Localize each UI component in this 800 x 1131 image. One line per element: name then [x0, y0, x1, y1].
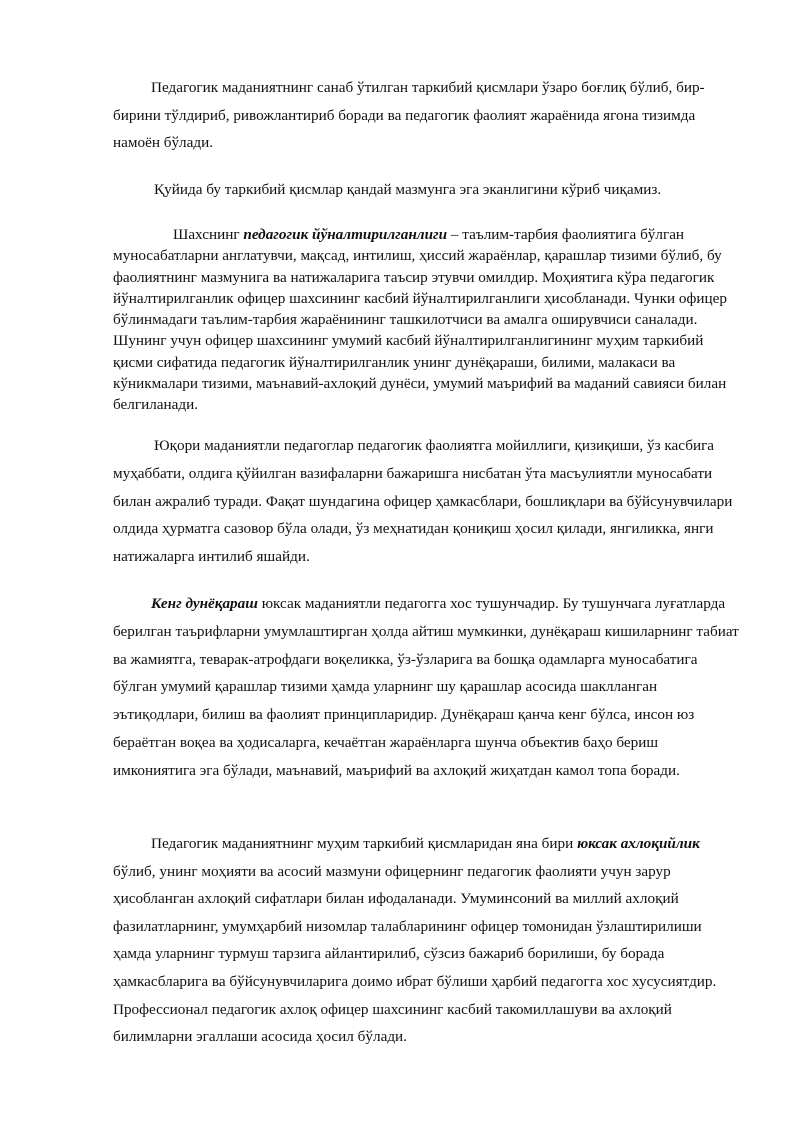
paragraph-text: Педагогик маданиятнинг санаб ўтилган таркибий қисмлари ўзаро боғлиқ бўлиб, бир-бирини тўлдириб, ривожлантириб боради ва педагогик фаолият жараёнида ягона тизимда намоён бўлади.	[113, 79, 705, 151]
paragraph-broad-worldview	[113, 590, 739, 785]
paragraph-lead: Педагогик маданиятнинг муҳим таркибий қисмларидан яна бири	[151, 835, 578, 852]
paragraph-components-interrelation	[113, 74, 739, 157]
paragraph-pedagogical-orientation	[113, 224, 739, 416]
paragraph-high-morality	[113, 830, 739, 1051]
paragraph-text: бўлиб, унинг моҳияти ва асосий мазмуни офицернинг педагогик фаолияти учун зарур ҳисобланган ахлоқий сифатлари билан ифодаланади. Умуминсоний ва миллий ахлоқий фазилатларнинг, умумҳарбий низомлар талабларининг офицер томонидан ўзлаштирилиши ҳамда уларнинг турмуш тарзига айлантирилиб, сўзсиз бажариб борилиши, бу борада ҳамкасбларига ва бўйсунувчиларига доимо ибрат бўлиши ҳарбий педагогга хос хусусиятдир. Профессионал педагогик ахлоқ офицер шахсининг касбий такомиллашуви ва ахлоқий билимларни эгаллаши асосида ҳосил бўлади.	[113, 862, 717, 1046]
term-broad-worldview: Кенг дунёқараш	[151, 595, 258, 612]
paragraph-text: Юқори маданиятли педагоглар педагогик фаолиятга мойиллиги, қизиқиши, ўз касбига муҳаббати, олдига қўйилган вазифаларни бажаришга нисбатан ўта масъулиятли муносабати билан ажралиб туради. Фақат шундагина офицер ҳамкасблари, бошлиқлари ва бўйсунувчилари олдида ҳурматга сазовор бўла олади, ўз меҳнатидан қониқиш ҳосил қилади, янгиликка, янги натижаларга интилиб яшайди.	[113, 437, 733, 566]
paragraph-text: юксак маданиятли педагогга хос тушунчадир. Бу тушунчага луғатларда берилган таърифларни умумлаштирган ҳолда айтиш мумкинки, дунёқараш кишиларнинг табиат ва жамиятга, теварак-атрофдаги воқеликка, ўз-ўзларига ва бошқа одамларга муносабатига бўлган умумий қарашлар тизими ҳамда уларнинг шу қарашлар асосида шаклланган эътиқодлари, билиш ва фаолият принципларидир. Дунёқараш қанча кенг бўлса, инсон юз бераётган воқеа ва ҳодисаларга, кечаётган жараёнларга шунча объектив баҳо бериш имкониятига эга бўлади, маънавий, маърифий ва ахлоқий жиҳатдан камол топа боради.	[113, 595, 739, 779]
paragraph-intro	[113, 176, 739, 204]
paragraph-text: – таълим-тарбия фаолиятига бўлган муносабатларни англатувчи, мақсад, интилиш, ҳиссий жараёнлар, қарашлар тизими бўлиб, бу фаолиятнинг мазмунига ва натижаларига таъсир этувчи омилдир. Моҳиятига кўра педагогик йўналтирилганлик офицер шахсининг касбий йўналтирилганлиги ҳисобланади. Чунки офицер бўлинмадаги таълим-тарбия жараёнининг ташкилотчиси ва амалга оширувчиси саналади. Шунинг учун офицер шахсининг умумий касбий йўналтирилганлигининг муҳим таркибий қисми сифатида педагогик йўналтирилганлик унинг дунёқараши, билими, малакаси ва кўникмалари тизими, маънавий-ахлоқий дунёси, умумий маърифий ва маданий савияси билан белгиланади.	[113, 226, 727, 414]
term-high-morality: юксак ахлоқийлик	[577, 835, 700, 852]
paragraph-text: Қуйида бу таркибий қисмлар қандай мазмунга эга эканлигини кўриб чиқамиз.	[154, 181, 662, 198]
term-pedagogical-orientation: педагогик йўналтирилганлиги	[243, 226, 448, 243]
paragraph-lead: Шахснинг	[173, 226, 244, 243]
paragraph-high-culture-teachers	[113, 432, 739, 571]
